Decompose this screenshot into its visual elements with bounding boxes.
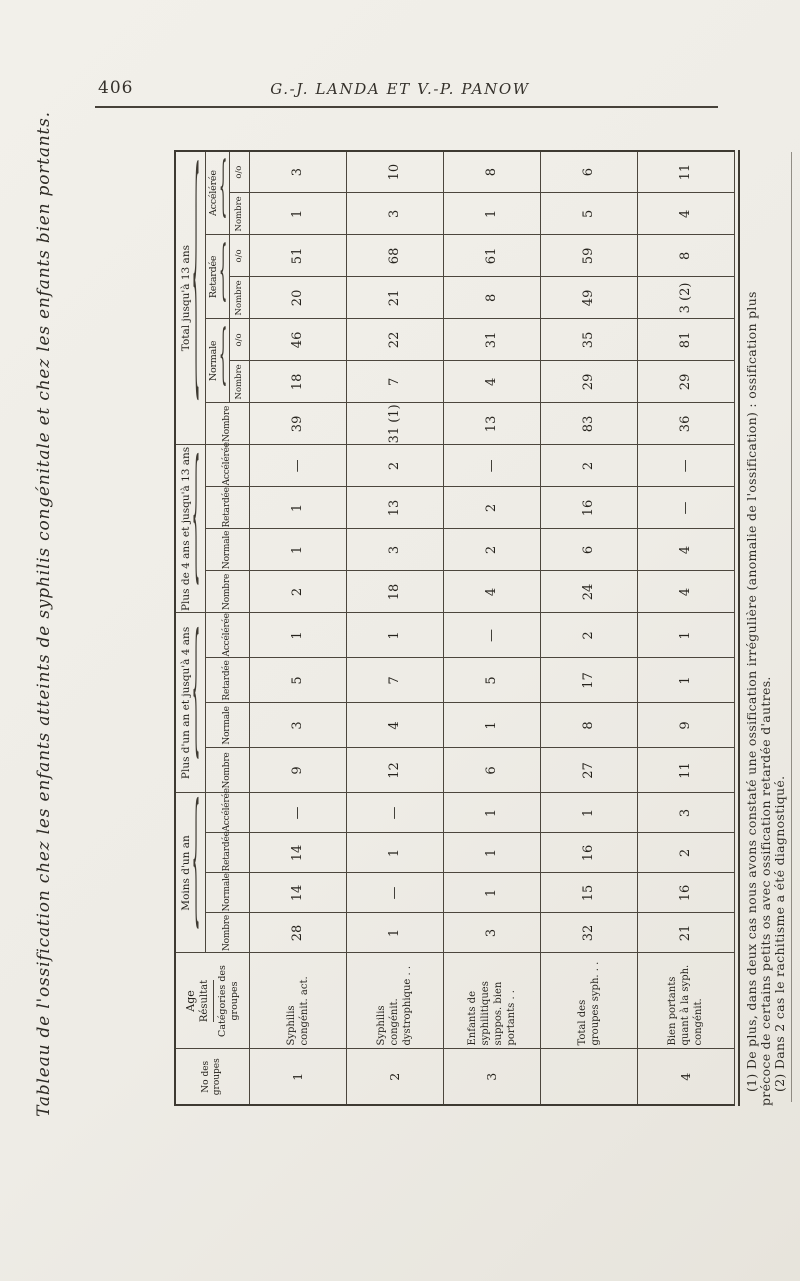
cell-value: 11 <box>637 151 734 193</box>
block-label: Plus d'un an et jusqu'à 4 ans <box>180 626 193 780</box>
table-title: Tableau de l'ossification chez les enfants atteints de syphilis congénitale et chez les enfants bien portants. <box>34 111 54 1117</box>
cell-value: 36 <box>637 403 734 445</box>
cell-value: 27 <box>540 748 637 793</box>
scan-page-edge-line <box>791 152 792 1102</box>
header-block-plus-4-a-13-ans <box>175 440 205 613</box>
cell-value: 20 <box>249 277 346 319</box>
header-no-des-groupes: No des groupes <box>175 1049 249 1105</box>
header-block-moins-dun-an <box>175 784 205 953</box>
cell-value: 1 <box>443 793 540 833</box>
cell-value: 6 <box>443 748 540 793</box>
cell-value: 1 <box>443 703 540 748</box>
cell-group-no: 4 <box>637 1049 734 1105</box>
subheader-retardee: Retardée <box>205 833 249 873</box>
cell-group-name: Enfants de syphilitiques suppos. bien portants . . <box>443 953 540 1049</box>
footnote-1-continued: précoce de certains petits os avec ossification retardée d'autres. <box>757 676 773 1106</box>
header-age-label: Age <box>184 990 198 1012</box>
cell-value: 5 <box>443 658 540 703</box>
cell-value: 3 (2) <box>637 277 734 319</box>
subsubheader-pct: o/o <box>229 151 249 193</box>
cell-value: 12 <box>346 748 443 793</box>
cell-value: 2 <box>540 445 637 487</box>
footnotes <box>745 150 787 1106</box>
cell-value: 16 <box>540 487 637 529</box>
cell-value: 31 (1) <box>346 403 443 445</box>
header-rule <box>95 106 718 108</box>
subheader-nombre: Nombre <box>205 571 249 613</box>
cell-group-no: 2 <box>346 1049 443 1105</box>
header-block-plus-1-a-4-ans <box>175 613 205 793</box>
cell-value: 1 <box>346 613 443 658</box>
cell-value: 1 <box>249 529 346 571</box>
header-categories-label: Catégories des groupes <box>217 965 240 1037</box>
cell-group-name: Syphilis congénit. act. <box>249 953 346 1049</box>
cell-value: — <box>637 445 734 487</box>
cell-value: 13 <box>443 403 540 445</box>
cell-value: 2 <box>540 613 637 658</box>
cell-value: 14 <box>249 833 346 873</box>
brace-icon: { <box>218 153 227 229</box>
cell-value: 49 <box>540 277 637 319</box>
cell-value: 2 <box>443 487 540 529</box>
table-row-group-4 <box>637 151 734 1105</box>
cell-group-name: Total des groupes syph. . . <box>540 953 637 1049</box>
cell-value: 1 <box>346 833 443 873</box>
cell-value: 14 <box>249 873 346 913</box>
subheader-nombre: Nombre <box>205 913 249 953</box>
cell-value: 6 <box>540 151 637 193</box>
cell-group-no: 1 <box>249 1049 346 1105</box>
cell-value: 2 <box>443 529 540 571</box>
cell-value: 21 <box>637 913 734 953</box>
cell-value: 8 <box>443 277 540 319</box>
cell-group-no: 3 <box>443 1049 540 1105</box>
brace-icon: { <box>218 236 227 312</box>
cell-value: 8 <box>443 151 540 193</box>
block-label: Plus de 4 ans et jusqu'à 13 ans <box>180 446 193 612</box>
footnote-1: (1) De plus, dans deux cas nous avons constaté une ossification irrégulière (anomalie de l'ossification) : ossification plus <box>743 291 759 1092</box>
cell-value: 3 <box>249 151 346 193</box>
subheader-retardee: Retardée <box>205 487 249 529</box>
cell-value: — <box>346 793 443 833</box>
cell-value: 17 <box>540 658 637 703</box>
cell-value: 8 <box>637 235 734 277</box>
cell-value: — <box>443 445 540 487</box>
cell-value: 1 <box>346 913 443 953</box>
block-label: Moins d'un an <box>180 835 193 911</box>
cell-value: 16 <box>637 873 734 913</box>
cell-value: 81 <box>637 319 734 361</box>
cell-value: — <box>637 487 734 529</box>
subheader-retardee: Retardée <box>205 658 249 703</box>
running-head: G.-J. LANDA ET V.-P. PANOW <box>270 80 530 98</box>
cell-value: 61 <box>443 235 540 277</box>
cell-value: 22 <box>346 319 443 361</box>
cell-value: 1 <box>249 613 346 658</box>
cell-value: 3 <box>637 793 734 833</box>
brace-icon: { <box>218 320 227 396</box>
cell-value: 32 <box>540 913 637 953</box>
cell-value: 1 <box>637 613 734 658</box>
cell-value: 59 <box>540 235 637 277</box>
brace-icon: { <box>192 138 201 439</box>
table-row-group-2 <box>346 151 443 1105</box>
page-number: 406 <box>98 78 134 98</box>
cell-value: 1 <box>443 873 540 913</box>
subheader-acceleree: Accélérée <box>205 613 249 658</box>
rotated-table-block <box>174 138 799 1106</box>
cell-value: 68 <box>346 235 443 277</box>
header-separator-line <box>213 980 214 1022</box>
table-row-total-syph <box>540 151 637 1105</box>
cell-value: 31 <box>443 319 540 361</box>
cell-group-no <box>540 1049 637 1105</box>
table-row-group-3 <box>443 151 540 1105</box>
cell-value: 2 <box>637 833 734 873</box>
cell-value: 1 <box>249 487 346 529</box>
cell-value: 28 <box>249 913 346 953</box>
cell-value: 16 <box>540 833 637 873</box>
subheader-nombre: Nombre <box>205 748 249 793</box>
cell-value: 4 <box>443 361 540 403</box>
cell-value: 2 <box>346 445 443 487</box>
cell-group-name: Bien portants quant à la syph. congénit. <box>637 953 734 1049</box>
cell-value: 13 <box>346 487 443 529</box>
cell-value: — <box>249 793 346 833</box>
cell-value: 51 <box>249 235 346 277</box>
cell-value: 1 <box>249 193 346 235</box>
cell-value: 1 <box>443 833 540 873</box>
cell-value: 1 <box>540 793 637 833</box>
cell-value: 9 <box>637 703 734 748</box>
subheader-nombre-total: Nombre <box>205 403 249 445</box>
subheader-acceleree: Accélérée <box>207 170 219 217</box>
cell-value: 4 <box>346 703 443 748</box>
cell-value: 10 <box>346 151 443 193</box>
cell-value: 4 <box>637 571 734 613</box>
table-bottom-double-rule <box>738 150 740 1106</box>
cell-value: 7 <box>346 658 443 703</box>
cell-value: 83 <box>540 403 637 445</box>
cell-value: 11 <box>637 748 734 793</box>
cell-value: 29 <box>540 361 637 403</box>
cell-value: 7 <box>346 361 443 403</box>
cell-value: 8 <box>540 703 637 748</box>
cell-value: 1 <box>443 193 540 235</box>
subheader-retardee: Retardée <box>207 255 219 299</box>
cell-value: 18 <box>346 571 443 613</box>
brace-icon: { <box>192 614 201 780</box>
subsubheader-nombre: Nombre <box>229 193 249 235</box>
cell-value: 15 <box>540 873 637 913</box>
cell-value: 5 <box>249 658 346 703</box>
cell-value: 1 <box>637 658 734 703</box>
cell-value: 21 <box>346 277 443 319</box>
cell-value: 5 <box>540 193 637 235</box>
subheader-normale: Normale <box>207 340 219 382</box>
subheader-normale: Normale <box>205 529 249 571</box>
cell-value: 4 <box>637 193 734 235</box>
subsubheader-pct: o/o <box>229 319 249 361</box>
cell-value: 2 <box>249 571 346 613</box>
block-label: Total jusqu'à 13 ans <box>180 245 193 352</box>
cell-value: 18 <box>249 361 346 403</box>
cell-value: 46 <box>249 319 346 361</box>
cell-value: 39 <box>249 403 346 445</box>
cell-value: — <box>443 613 540 658</box>
cell-group-name: Syphilis congénit. dystrophique . . <box>346 953 443 1049</box>
cell-value: 3 <box>249 703 346 748</box>
cell-value: 35 <box>540 319 637 361</box>
subheader-normale: Normale <box>205 703 249 748</box>
cell-value: 6 <box>540 529 637 571</box>
cell-value: 4 <box>443 571 540 613</box>
cell-value: 3 <box>346 529 443 571</box>
header-age-resultat-categories <box>175 953 249 1049</box>
brace-icon: { <box>192 440 201 606</box>
subheader-acceleree: Accélérée <box>205 445 249 487</box>
subsubheader-nombre: Nombre <box>229 361 249 403</box>
cell-value: 9 <box>249 748 346 793</box>
subheader-normale: Normale <box>205 873 249 913</box>
header-resultat-label: Résultat <box>199 979 211 1023</box>
cell-value: 24 <box>540 571 637 613</box>
cell-value: 4 <box>637 529 734 571</box>
footnote-2: (2) Dans 2 cas le rachitisme a été diagnostiqué. <box>771 775 787 1092</box>
cell-value: 29 <box>637 361 734 403</box>
cell-value: 3 <box>346 193 443 235</box>
cell-value: 3 <box>443 913 540 953</box>
brace-icon: { <box>192 784 201 950</box>
ossification-table <box>174 138 735 1106</box>
cell-value: — <box>249 445 346 487</box>
subsubheader-pct: o/o <box>229 235 249 277</box>
cell-value: — <box>346 873 443 913</box>
subsubheader-nombre: Nombre <box>229 277 249 319</box>
subheader-acceleree: Accélérée <box>205 793 249 833</box>
